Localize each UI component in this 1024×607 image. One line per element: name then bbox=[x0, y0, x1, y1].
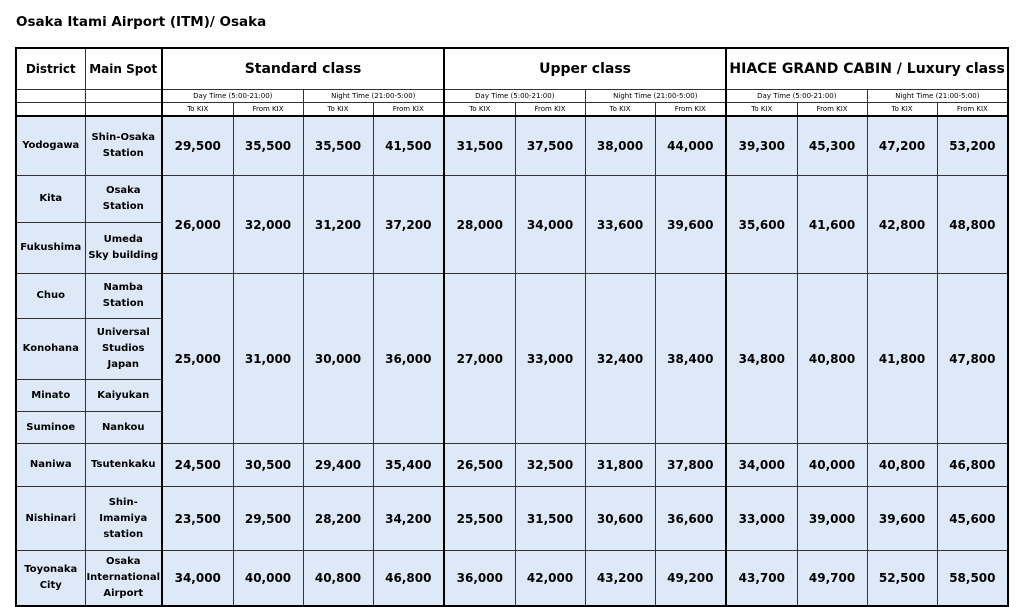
main-spot-cell bbox=[85, 412, 162, 444]
main-spot-cell bbox=[85, 551, 162, 607]
price-cell: 34,000 bbox=[515, 176, 585, 274]
price-cell: 33,000 bbox=[515, 274, 585, 444]
price-cell: 34,200 bbox=[373, 487, 444, 551]
price-cell: 47,800 bbox=[937, 274, 1008, 444]
price-cell: 45,600 bbox=[937, 487, 1008, 551]
price-cell: 30,000 bbox=[303, 274, 373, 444]
district-line: Konohana bbox=[22, 343, 79, 354]
district-line: Minato bbox=[31, 389, 71, 401]
price-cell: 49,700 bbox=[797, 551, 867, 607]
main-spot-cell bbox=[85, 176, 162, 223]
price-cell: 38,000 bbox=[585, 116, 655, 176]
direction-header: To KIX bbox=[726, 103, 797, 117]
price-cell: 35,500 bbox=[233, 116, 303, 176]
price-cell: 40,800 bbox=[797, 274, 867, 444]
price-cell: 32,000 bbox=[233, 176, 303, 274]
spot-line: Kaiyukan bbox=[97, 389, 150, 401]
district-cell bbox=[16, 412, 85, 444]
spot-line: Japan bbox=[107, 359, 139, 370]
price-cell: 39,600 bbox=[655, 176, 726, 274]
direction-header: To KIX bbox=[303, 103, 373, 117]
main-spot-cell bbox=[85, 319, 162, 380]
direction-row bbox=[16, 103, 1008, 117]
price-cell: 36,000 bbox=[444, 551, 515, 607]
price-cell: 47,200 bbox=[867, 116, 937, 176]
direction-header: From KIX bbox=[937, 103, 1008, 117]
spot-line: Station bbox=[102, 298, 144, 309]
spot-line: Shin-Imamiya bbox=[99, 496, 148, 524]
price-cell: 37,800 bbox=[655, 444, 726, 487]
blank-cell bbox=[16, 103, 85, 117]
class-header: Upper class bbox=[444, 48, 726, 90]
price-cell: 52,500 bbox=[867, 551, 937, 607]
time-row bbox=[16, 90, 1008, 103]
table-row bbox=[16, 176, 1008, 223]
price-cell: 30,500 bbox=[233, 444, 303, 487]
price-cell: 44,000 bbox=[655, 116, 726, 176]
time-header: Day Time (5:00-21:00) bbox=[726, 90, 867, 103]
price-cell: 40,800 bbox=[303, 551, 373, 607]
blank-cell bbox=[85, 90, 162, 103]
direction-header: To KIX bbox=[585, 103, 655, 117]
price-cell: 30,600 bbox=[585, 487, 655, 551]
price-cell: 27,000 bbox=[444, 274, 515, 444]
main-spot-cell bbox=[85, 380, 162, 412]
direction-header: From KIX bbox=[655, 103, 726, 117]
fare-table bbox=[15, 47, 1009, 607]
price-cell: 29,500 bbox=[162, 116, 233, 176]
table-row bbox=[16, 444, 1008, 487]
price-cell: 36,000 bbox=[373, 274, 444, 444]
district-line: Nishinari bbox=[25, 512, 77, 524]
price-cell: 23,500 bbox=[162, 487, 233, 551]
table-row bbox=[16, 551, 1008, 607]
table-row bbox=[16, 487, 1008, 551]
district-line: City bbox=[39, 580, 62, 591]
time-header: Night Time (21:00-5:00) bbox=[303, 90, 444, 103]
table-row bbox=[16, 116, 1008, 176]
price-cell: 45,300 bbox=[797, 116, 867, 176]
price-cell: 53,200 bbox=[937, 116, 1008, 176]
district-cell bbox=[16, 274, 85, 319]
price-cell: 32,500 bbox=[515, 444, 585, 487]
price-cell: 35,500 bbox=[303, 116, 373, 176]
district-cell bbox=[16, 116, 85, 176]
direction-header: To KIX bbox=[162, 103, 233, 117]
main-spot-cell bbox=[85, 274, 162, 319]
spot-line: International bbox=[86, 572, 161, 583]
spot-line: Station bbox=[102, 148, 144, 159]
time-header: Night Time (21:00-5:00) bbox=[585, 90, 726, 103]
district-line: Naniwa bbox=[29, 459, 72, 470]
price-cell: 46,800 bbox=[937, 444, 1008, 487]
price-cell: 42,800 bbox=[867, 176, 937, 274]
price-cell: 26,000 bbox=[162, 176, 233, 274]
spot-line: Sky building bbox=[88, 250, 159, 261]
price-cell: 31,800 bbox=[585, 444, 655, 487]
price-cell: 49,200 bbox=[655, 551, 726, 607]
district-header: District bbox=[16, 48, 85, 90]
main-spot-cell bbox=[85, 223, 162, 274]
price-cell: 25,500 bbox=[444, 487, 515, 551]
price-cell: 28,000 bbox=[444, 176, 515, 274]
direction-header: From KIX bbox=[373, 103, 444, 117]
district-line: Yodogawa bbox=[22, 140, 80, 151]
spot-line: Umeda bbox=[103, 234, 143, 245]
price-cell: 41,600 bbox=[797, 176, 867, 274]
price-cell: 31,200 bbox=[303, 176, 373, 274]
price-cell: 39,600 bbox=[867, 487, 937, 551]
table-row bbox=[16, 274, 1008, 319]
main-spot-cell bbox=[85, 487, 162, 551]
district-cell bbox=[16, 176, 85, 223]
price-cell: 39,000 bbox=[797, 487, 867, 551]
main-spot-cell bbox=[85, 444, 162, 487]
time-header: Day Time (5:00-21:00) bbox=[162, 90, 303, 103]
district-cell bbox=[16, 223, 85, 274]
price-cell: 58,500 bbox=[937, 551, 1008, 607]
price-cell: 37,500 bbox=[515, 116, 585, 176]
price-cell: 34,800 bbox=[726, 274, 797, 444]
district-cell bbox=[16, 444, 85, 487]
time-header: Day Time (5:00-21:00) bbox=[444, 90, 585, 103]
price-cell: 34,000 bbox=[162, 551, 233, 607]
price-cell: 29,400 bbox=[303, 444, 373, 487]
district-cell bbox=[16, 551, 85, 607]
price-cell: 28,200 bbox=[303, 487, 373, 551]
price-cell: 41,500 bbox=[373, 116, 444, 176]
district-cell bbox=[16, 487, 85, 551]
district-line: Toyonaka bbox=[24, 564, 78, 575]
class-header: Standard class bbox=[162, 48, 444, 90]
district-line: Kita bbox=[39, 193, 63, 204]
district-cell bbox=[16, 380, 85, 412]
direction-header: From KIX bbox=[797, 103, 867, 117]
blank-cell bbox=[16, 90, 85, 103]
header-row bbox=[16, 48, 1008, 90]
price-cell: 41,800 bbox=[867, 274, 937, 444]
district-line: Fukushima bbox=[20, 242, 82, 253]
spot-line: Tsutenkaku bbox=[91, 459, 156, 470]
main-spot-header: Main Spot bbox=[85, 48, 162, 90]
spot-line: Osaka bbox=[105, 556, 141, 567]
price-cell: 35,600 bbox=[726, 176, 797, 274]
page-title: Osaka Itami Airport (ITM)/ Osaka bbox=[16, 14, 267, 30]
spot-line: Airport bbox=[103, 588, 144, 599]
direction-header: From KIX bbox=[233, 103, 303, 117]
price-cell: 43,200 bbox=[585, 551, 655, 607]
price-cell: 36,600 bbox=[655, 487, 726, 551]
spot-line: station bbox=[103, 528, 144, 540]
price-cell: 40,000 bbox=[797, 444, 867, 487]
time-header: Night Time (21:00-5:00) bbox=[867, 90, 1008, 103]
price-cell: 33,600 bbox=[585, 176, 655, 274]
district-line: Suminoe bbox=[26, 421, 76, 433]
direction-header: From KIX bbox=[515, 103, 585, 117]
spot-line: Studios bbox=[101, 343, 145, 354]
price-cell: 31,500 bbox=[444, 116, 515, 176]
main-spot-cell bbox=[85, 116, 162, 176]
price-cell: 32,400 bbox=[585, 274, 655, 444]
price-cell: 26,500 bbox=[444, 444, 515, 487]
price-cell: 24,500 bbox=[162, 444, 233, 487]
price-cell: 38,400 bbox=[655, 274, 726, 444]
spot-line: Universal bbox=[96, 327, 150, 338]
spot-line: Shin-Osaka bbox=[91, 132, 156, 143]
direction-header: To KIX bbox=[444, 103, 515, 117]
price-cell: 37,200 bbox=[373, 176, 444, 274]
price-cell: 46,800 bbox=[373, 551, 444, 607]
price-cell: 40,800 bbox=[867, 444, 937, 487]
price-cell: 35,400 bbox=[373, 444, 444, 487]
direction-header: To KIX bbox=[867, 103, 937, 117]
class-header: HIACE GRAND CABIN / Luxury class bbox=[726, 48, 1008, 90]
spot-line: Nankou bbox=[101, 421, 145, 433]
price-cell: 31,500 bbox=[515, 487, 585, 551]
price-cell: 40,000 bbox=[233, 551, 303, 607]
price-cell: 34,000 bbox=[726, 444, 797, 487]
price-cell: 33,000 bbox=[726, 487, 797, 551]
price-cell: 29,500 bbox=[233, 487, 303, 551]
price-cell: 39,300 bbox=[726, 116, 797, 176]
spot-line: Namba bbox=[103, 282, 143, 293]
price-cell: 25,000 bbox=[162, 274, 233, 444]
spot-line: Osaka bbox=[105, 185, 141, 196]
spot-line: Station bbox=[102, 201, 144, 212]
price-cell: 31,000 bbox=[233, 274, 303, 444]
blank-cell bbox=[85, 103, 162, 117]
price-cell: 48,800 bbox=[937, 176, 1008, 274]
district-line: Chuo bbox=[36, 290, 65, 301]
district-cell bbox=[16, 319, 85, 380]
price-cell: 43,700 bbox=[726, 551, 797, 607]
price-cell: 42,000 bbox=[515, 551, 585, 607]
